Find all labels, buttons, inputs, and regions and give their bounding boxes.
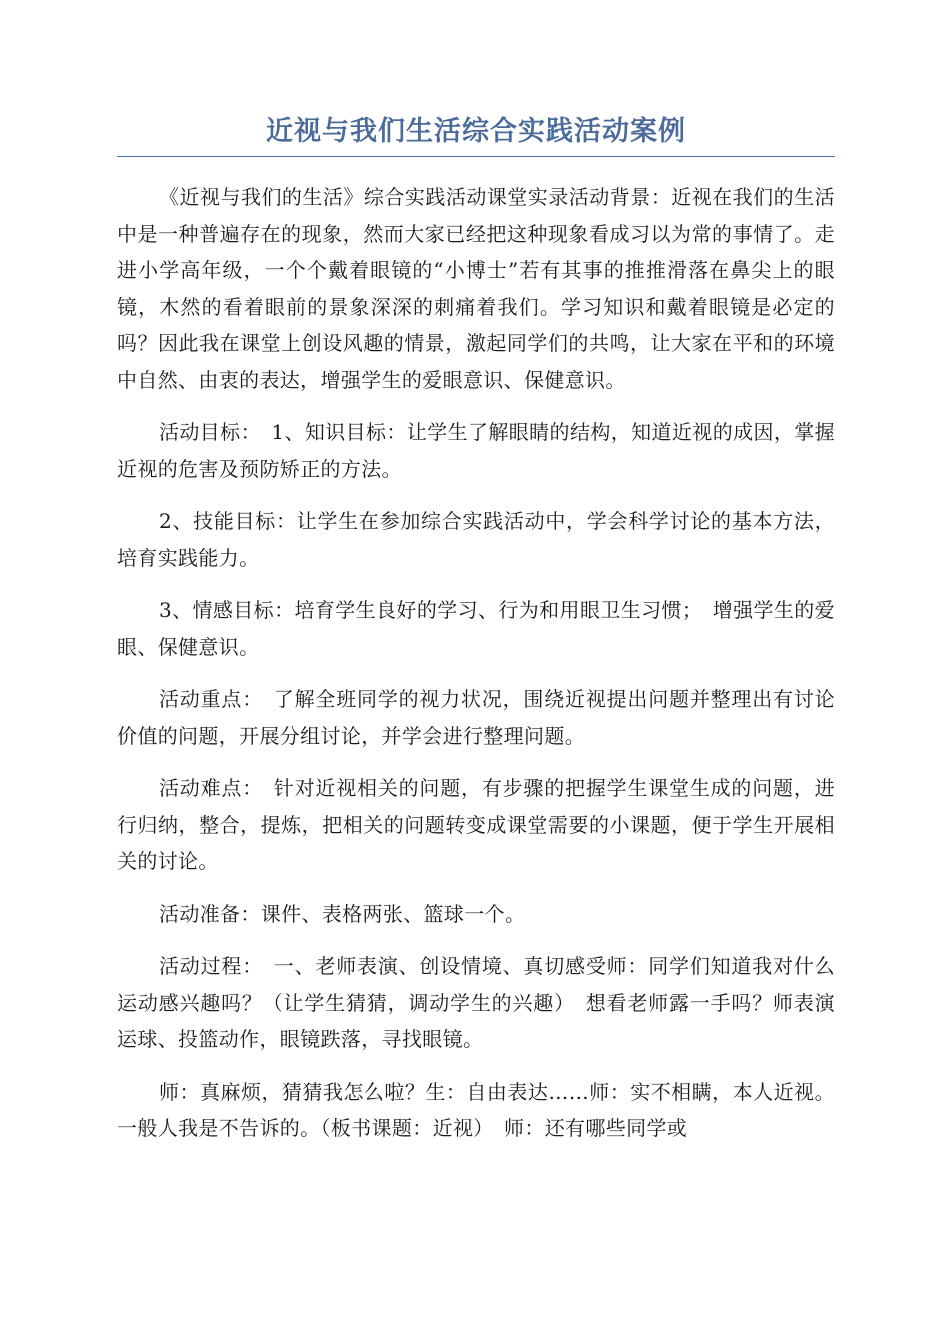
paragraph-key-point: 活动重点： 了解全班同学的视力状况，围绕近视提出问题并整理出有讨论价值的问题，开展分组讨论，并学会进行整理问题。 xyxy=(117,687,835,748)
paragraph-background: 《近视与我们的生活》综合实践活动课堂实录活动背景：近视在我们的生活中是一种普遍存在的现象，然而大家已经把这种现象看成习以为常的事情了。走进小学高年级，一个个戴着眼镜的“小博士”若有其事的推推滑落在鼻尖上的眼镜，木然的看着眼前的景象深深的刺痛着我们。学习知识和戴着眼镜是必定的吗？因此我在课堂上创设风趣的情景，激起同学们的共鸣，让大家在平和的环境中自然、由衷的表达，增强学生的爱眼意识、保健意识。 xyxy=(117,185,835,392)
paragraph-preparation: 活动准备：课件、表格两张、篮球一个。 xyxy=(159,901,526,926)
paragraph-difficulty: 活动难点： 针对近视相关的问题，有步骤的把握学生课堂生成的问题，进行归纳，整合，提炼，把相关的问题转变成课堂需要的小课题，便于学生开展相关的讨论。 xyxy=(117,776,835,873)
paragraph-skill-goal: 2、技能目标：让学生在参加综合实践活动中，学会科学讨论的基本方法，培育实践能力。 xyxy=(117,509,835,570)
paragraph-emotion-goal: 3、情感目标：培育学生良好的学习、行为和用眼卫生习惯； 增强学生的爱眼、保健意识。 xyxy=(117,598,835,659)
paragraph-knowledge-goal: 活动目标： 1、知识目标：让学生了解眼睛的结构，知道近视的成因，掌握近视的危害及预防矫正的方法。 xyxy=(117,420,835,481)
paragraph-dialogue: 师：真麻烦，猜猜我怎么啦？生：自由表达……师：实不相瞒，本人近视。一般人我是不告诉的。（板书课题：近视） 师：还有哪些同学或 xyxy=(117,1079,835,1140)
document-page xyxy=(117,112,835,1163)
document-title: 近视与我们生活综合实践活动案例 xyxy=(266,116,686,147)
title-underline xyxy=(117,156,835,157)
paragraph-process: 活动过程： 一、老师表演、创设情境、真切感受师：同学们知道我对什么运动感兴趣吗？（让学生猜猜，调动学生的兴趣） 想看老师露一手吗？师表演运球、投篮动作，眼镜跌落，寻找眼镜。 xyxy=(117,954,835,1051)
